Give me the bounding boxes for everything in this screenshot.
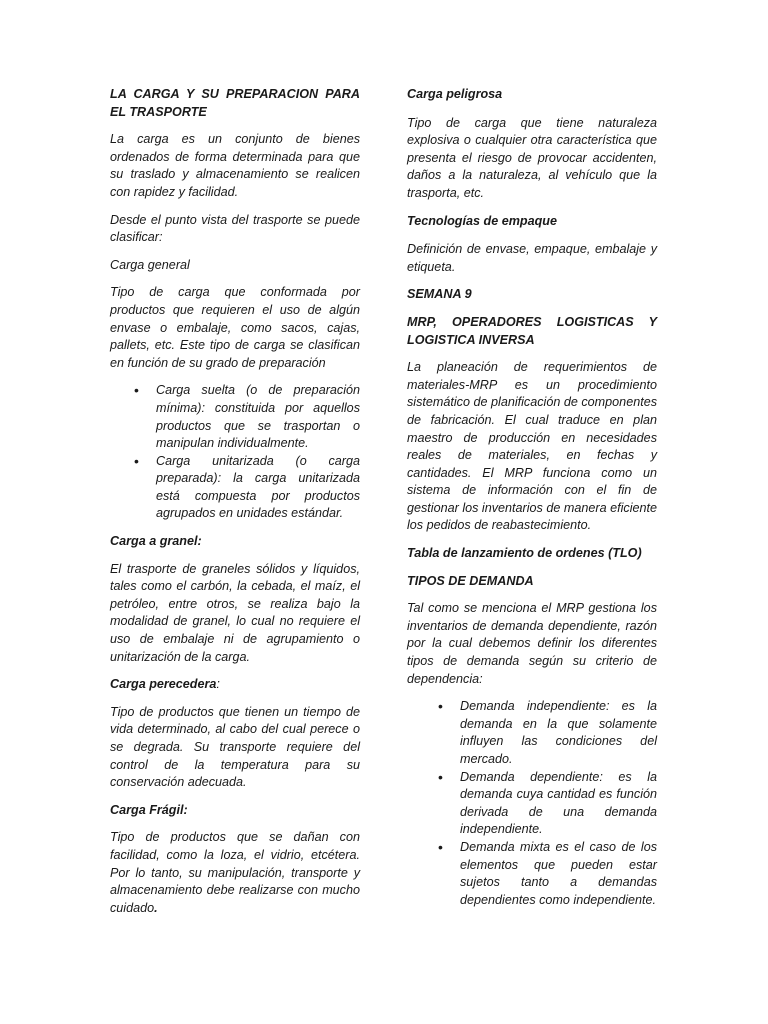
list-item: • Demanda mixta es el caso de los elementos que pueden estar sujetos tanto a demandas dependientes como independiente. — [438, 838, 657, 907]
mrp-paragraph: La planeación de requerimientos de materiales-MRP es un procedimiento sistemático de planificación de componentes de fabricación. El cual traduce en plan maestro de producción en necesidades reales de materiales, en fechas y cantidades. El MRP funciona como un sistema de información con el fin de gestionar los inventarios de manera eficiente los pedidos de reabastecimiento. — [407, 360, 657, 533]
classification-paragraph: Desde el punto vista del trasporte se puede clasificar: — [110, 212, 360, 245]
tlo-heading: Tabla de lanzamiento de ordenes (TLO) — [407, 546, 642, 561]
bullet-icon: • — [438, 698, 443, 715]
list-item: • Carga suelta (o de preparación mínima): constituida por aquellos productos que se trasportan o manipulan individualmente. — [134, 382, 360, 451]
demanda-bullet-list — [407, 698, 657, 909]
demanda-paragraph: Tal como se menciona el MRP gestiona los inventarios de demanda dependiente, razón por la cual debemos definir los diferentes tipos de demanda según su criterio de dependencia: — [407, 601, 657, 686]
empaque-heading: Tecnologías de empaque — [407, 213, 557, 228]
mrp-heading: MRP, OPERADORES LOGISTICAS Y LOGISTICA INVERSA — [407, 314, 657, 347]
right-column — [407, 86, 657, 919]
granel-paragraph: El trasporte de graneles sólidos y líquidos, tales como el carbón, la cebada, el maíz, el petróleo, entre otros, se realiza bajo la modalidad de granel, lo cual no requiere el uso de embalaje ni de agrupamiento o unitarización de la carga. — [110, 561, 360, 664]
peligrosa-heading: Carga peligrosa — [407, 87, 503, 101]
section-title: LA CARGA Y SU PREPARACION PARA EL TRASPORTE — [110, 87, 360, 119]
list-item: • Demanda independiente: es la demanda en la que solamente influyen las condiciones del mercado. — [438, 698, 657, 766]
granel-heading: Carga a granel: — [110, 534, 202, 549]
bullet-icon: • — [134, 452, 139, 469]
fragil-heading: Carga Frágil: — [110, 802, 188, 817]
semana-heading: SEMANA 9 — [407, 287, 472, 302]
bullet-icon: • — [438, 838, 443, 855]
fragil-paragraph: Tipo de productos que se dañan con facilidad, como la loza, el vidrio, etcétera. Por lo tanto, su manipulación, transporte y almacenamiento debe realizarse con mucho cuidado. — [110, 830, 360, 915]
demanda-heading: TIPOS DE DEMANDA — [407, 573, 534, 588]
empaque-paragraph: Definición de envase, empaque, embalaje y etiqueta. — [407, 242, 657, 274]
perecedera-paragraph: Tipo de productos que tienen un tiempo de vida determinado, al cabo del cual perece o se degrada. Su transporte requiere del control de la temperatura para su conservación adecuada. — [110, 704, 360, 790]
bullet-icon: • — [134, 382, 139, 399]
list-item: • Demanda dependiente: es la demanda cuya cantidad es función derivada de una demanda independiente. — [438, 768, 657, 837]
intro-paragraph: La carga es un conjunto de bienes ordenados de forma determinada para que su traslado y almacenamiento se realicen con rapidez y facilidad. — [110, 132, 360, 199]
list-item: • Carga unitarizada (o carga preparada): la carga unitarizada está compuesta por productos agrupados en unidades estándar. — [134, 452, 360, 521]
general-heading: Carga general — [110, 257, 190, 272]
bullet-icon: • — [438, 768, 443, 785]
peligrosa-paragraph: Tipo de carga que tiene naturaleza explosiva o cualquier otra característica que presenta el riesgo de provocar accidenten, daños a la naturaleza, al vehículo que la trasporta, etc. — [407, 115, 657, 200]
left-column — [110, 86, 360, 927]
perecedera-heading: Carga perecedera: — [110, 677, 220, 692]
general-paragraph: Tipo de carga que conformada por productos que requieren el uso de algún envase o embalaje, como sacos, cajas, pallets, etc. Este tipo de carga se clasifican en función de su grado de preparación — [110, 285, 360, 370]
general-bullet-list — [110, 382, 360, 523]
